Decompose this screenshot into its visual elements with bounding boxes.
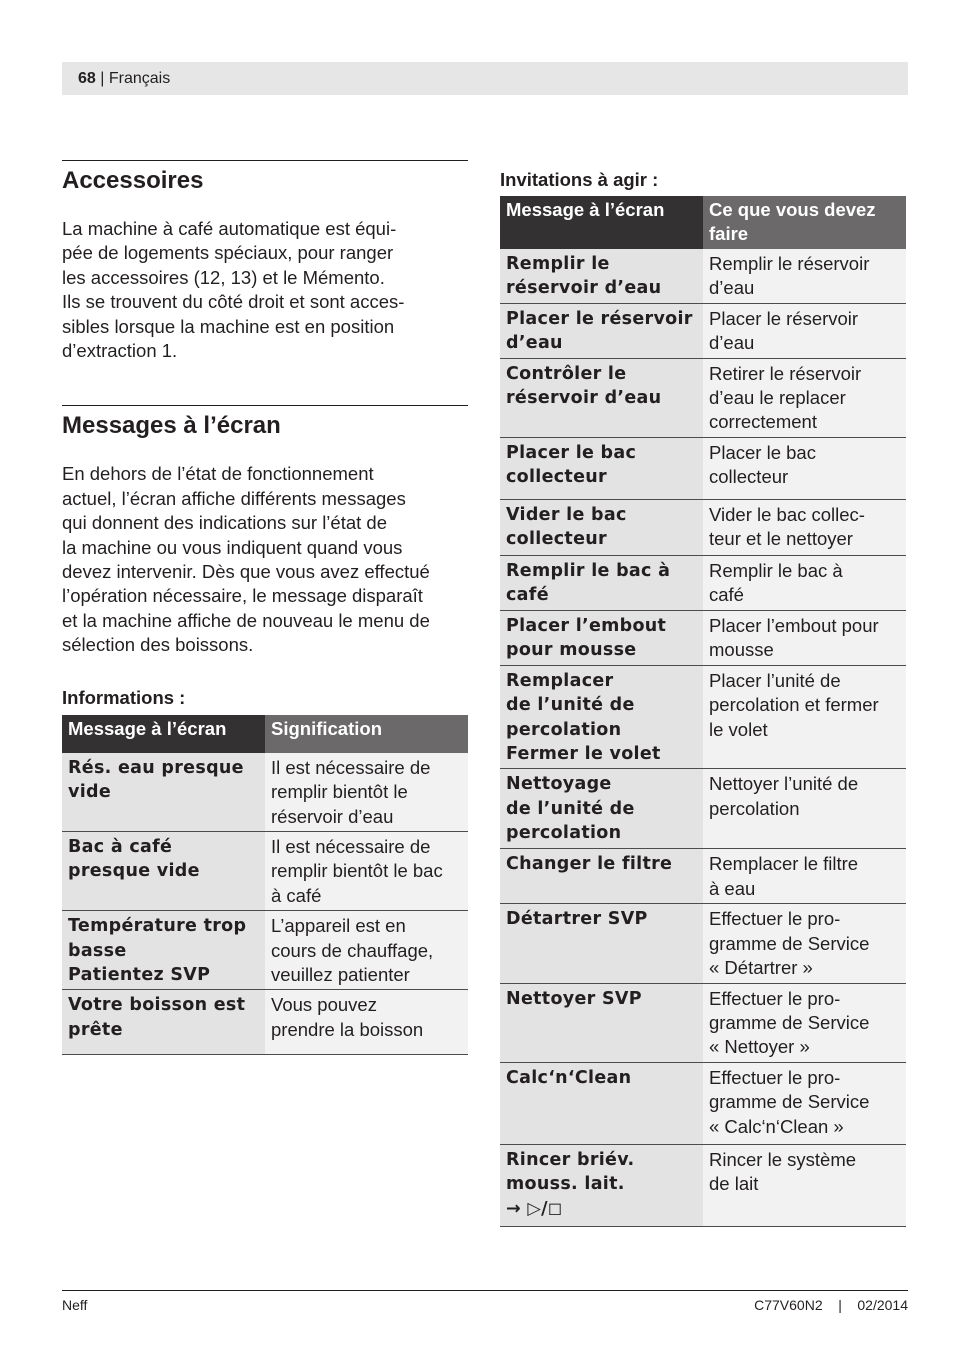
table-row (500, 769, 906, 849)
left-column (62, 160, 468, 1055)
paragraph-line: La machine à café automatique est équi- (62, 218, 397, 239)
description-line: Il est nécessaire de (271, 835, 431, 857)
description-line: Vider le bac collec- (709, 503, 865, 525)
description-cell (703, 849, 906, 904)
message-cell (500, 358, 703, 437)
message-line: percolation (506, 823, 622, 844)
footer-separator: | (838, 1297, 842, 1313)
message-cell (500, 1062, 703, 1144)
paragraph-line: Ils se trouvent du côté droit et sont acces- (62, 291, 405, 313)
table-row (62, 911, 468, 990)
col-header-signification: Signification (265, 715, 468, 753)
paragraph-line: la machine ou vous indiquent quand vous (62, 536, 403, 558)
message-line: Placer l’embout (506, 615, 667, 636)
message-line: Votre boisson est (68, 995, 246, 1016)
messages-paragraph (62, 462, 468, 657)
message-line: Nettoyage (506, 774, 612, 795)
accessoires-paragraph (62, 217, 468, 363)
description-line: de lait (709, 1173, 759, 1195)
table-row (500, 665, 906, 769)
message-line: Remplir le (506, 253, 610, 274)
description-line: Effectuer le pro- (709, 987, 841, 1009)
section-divider (62, 405, 468, 406)
description-line: le volet (709, 718, 768, 740)
description-line: prendre la boisson (271, 1018, 424, 1040)
description-line: veuillez patienter (271, 963, 410, 985)
message-cell (62, 990, 265, 1055)
message-cell (62, 753, 265, 832)
description-line: Placer l’unité de (709, 669, 841, 691)
description-line: gramme de Service (709, 932, 870, 954)
footer-divider (62, 1290, 908, 1291)
description-line: gramme de Service (709, 1091, 870, 1113)
paragraph-line: d’extraction 1. (62, 340, 178, 362)
col-header-message: Message à l’écran (62, 715, 265, 753)
informations-body (62, 753, 468, 1055)
description-cell (703, 610, 906, 665)
table-row (62, 831, 468, 910)
description-line: à café (271, 884, 322, 906)
description-line: Rincer le système (709, 1148, 857, 1170)
message-cell (500, 1144, 703, 1226)
message-line: vide (68, 782, 112, 803)
description-line: Remplir le réservoir (709, 252, 870, 274)
description-line: percolation et fermer (709, 694, 879, 716)
description-line: « Calc‘n‘Clean » (709, 1115, 844, 1137)
table-row (500, 849, 906, 904)
table-row (500, 499, 906, 555)
message-line: Remplir le bac à (506, 560, 671, 581)
message-cell (500, 555, 703, 610)
footer-brand: Neff (62, 1297, 88, 1313)
table-row (500, 437, 906, 499)
paragraph-line: En dehors de l’état de fonctionnement (62, 463, 374, 485)
message-line: Placer le bac (506, 442, 637, 463)
description-cell (703, 437, 906, 499)
footer-meta (754, 1297, 908, 1313)
paragraph-line: et la machine affiche de nouveau le menu de (62, 609, 430, 631)
informations-title: Informations : (62, 686, 186, 708)
header-separator: | (100, 70, 105, 87)
message-line: Rés. eau presque (68, 757, 244, 778)
paragraph-line: pée de logements spéciaux, pour ranger (62, 242, 394, 264)
message-line: → ▷/◻ (506, 1198, 563, 1219)
description-cell (703, 1144, 906, 1226)
description-line: café (709, 584, 744, 606)
description-cell (703, 769, 906, 849)
table-row (500, 1062, 906, 1144)
description-cell (265, 990, 468, 1055)
col-header-action (703, 196, 906, 249)
paragraph-line: sibles lorsque la machine est en position (62, 315, 395, 337)
table-row (500, 983, 906, 1062)
invitations-body (500, 249, 906, 1226)
description-cell (703, 665, 906, 769)
description-line: Remplir le bac à (709, 559, 843, 581)
message-line: basse (68, 940, 127, 961)
col-header-message: Message à l’écran (500, 196, 703, 249)
message-cell (62, 911, 265, 990)
description-line: d’eau (709, 332, 755, 354)
message-line: collecteur (506, 467, 607, 488)
paragraph-line: actuel, l’écran affiche différents messages (62, 487, 406, 509)
description-line: gramme de Service (709, 1011, 870, 1033)
description-cell (703, 983, 906, 1062)
description-line: Placer le réservoir (709, 307, 859, 329)
table-row (500, 249, 906, 303)
table-row (62, 753, 468, 832)
description-line: « Nettoyer » (709, 1036, 810, 1058)
description-line: remplir bientôt le bac (271, 860, 443, 882)
message-cell (500, 849, 703, 904)
description-cell (265, 911, 468, 990)
description-line: teur et le nettoyer (709, 528, 853, 550)
footer-date: 02/2014 (857, 1297, 908, 1313)
message-cell (500, 610, 703, 665)
header-text (78, 70, 170, 88)
description-line: cours de chauffage, (271, 939, 434, 961)
description-line: Nettoyer l’unité de (709, 773, 859, 795)
table-row (500, 1144, 906, 1226)
message-cell (500, 249, 703, 303)
table-row (62, 990, 468, 1055)
section-divider (62, 160, 468, 161)
message-cell (500, 904, 703, 983)
page-number: 68 (78, 70, 96, 87)
paragraph-line: sélection des boissons. (62, 634, 254, 656)
description-line: mousse (709, 639, 774, 661)
messages-title: Messages à l’écran (62, 412, 281, 440)
informations-table (62, 715, 468, 1056)
invitations-title: Invitations à agir : (500, 169, 659, 190)
message-line: Nettoyer SVP (506, 988, 642, 1009)
paragraph-line: devez intervenir. Dès que vous avez effectué (62, 561, 430, 583)
description-cell (265, 753, 468, 832)
description-line: remplir bientôt le (271, 781, 408, 803)
message-line: Contrôler le (506, 363, 627, 384)
message-line: Patientez SVP (68, 964, 211, 985)
description-line: « Détartrer » (709, 957, 813, 979)
paragraph-line: l’opération nécessaire, le message disparaît (62, 585, 423, 607)
description-cell (703, 358, 906, 437)
header-line: faire (709, 223, 749, 245)
message-line: prête (68, 1019, 123, 1040)
description-line: Effectuer le pro- (709, 1066, 841, 1088)
description-cell (703, 249, 906, 303)
message-line: percolation (506, 719, 622, 740)
message-line: collecteur (506, 529, 607, 550)
footer-model: C77V60N2 (754, 1297, 823, 1313)
message-line: Remplacer (506, 670, 614, 691)
message-cell (500, 303, 703, 358)
message-line: Bac à café (68, 836, 173, 857)
message-line: Détartrer SVP (506, 909, 648, 930)
message-cell (500, 983, 703, 1062)
message-line: Rincer briév. (506, 1149, 635, 1170)
message-cell (500, 437, 703, 499)
description-line: collecteur (709, 466, 789, 488)
invitations-table (500, 196, 906, 1227)
description-line: Placer l’embout pour (709, 614, 879, 636)
description-line: L’appareil est en (271, 915, 406, 937)
description-line: Placer le bac (709, 441, 816, 463)
description-line: Effectuer le pro- (709, 908, 841, 930)
table-row (500, 610, 906, 665)
message-line: Vider le bac (506, 504, 627, 525)
message-line: de l’unité de (506, 695, 635, 716)
description-cell (703, 904, 906, 983)
message-cell (500, 769, 703, 849)
table-row (500, 303, 906, 358)
table-header-row (500, 196, 906, 249)
message-line: pour mousse (506, 640, 637, 661)
description-cell (703, 499, 906, 555)
message-line: d’eau (506, 333, 563, 354)
paragraph-line: qui donnent des indications sur l’état de (62, 512, 387, 534)
message-line: Fermer le volet (506, 744, 661, 765)
description-line: d’eau le replacer (709, 387, 846, 409)
description-line: Il est nécessaire de (271, 756, 431, 778)
description-line: correctement (709, 411, 817, 433)
description-cell (703, 555, 906, 610)
header-line: Ce que vous devez (709, 199, 876, 220)
message-cell (62, 831, 265, 910)
message-line: réservoir d’eau (506, 388, 662, 409)
description-line: Remplacer le filtre (709, 853, 859, 875)
description-line: Retirer le réservoir (709, 362, 862, 384)
right-column (500, 168, 906, 1227)
description-cell (265, 831, 468, 910)
message-line: presque vide (68, 861, 200, 882)
message-line: Placer le réservoir (506, 308, 693, 329)
message-cell (500, 499, 703, 555)
message-line: Changer le filtre (506, 854, 673, 875)
description-cell (703, 1062, 906, 1144)
paragraph-line: les accessoires (12, 13) et le Mémento. (62, 266, 385, 288)
message-cell (500, 665, 703, 769)
description-cell (703, 303, 906, 358)
table-row (500, 358, 906, 437)
page-header (62, 62, 908, 95)
description-line: réservoir d’eau (271, 805, 394, 827)
header-language: Français (108, 70, 171, 87)
message-line: café (506, 585, 549, 606)
accessoires-title: Accessoires (62, 167, 204, 194)
description-line: Vous pouvez (271, 994, 377, 1016)
table-row (500, 555, 906, 610)
message-line: Calc‘n‘Clean (506, 1067, 632, 1088)
description-line: percolation (709, 797, 800, 819)
table-header-row (62, 715, 468, 753)
message-line: Température trop (68, 916, 247, 937)
message-line: de l’unité de (506, 798, 635, 819)
message-line: mouss. lait. (506, 1174, 625, 1195)
message-line: réservoir d’eau (506, 278, 662, 299)
description-line: d’eau (709, 277, 755, 299)
description-line: à eau (709, 877, 756, 899)
table-row (500, 904, 906, 983)
